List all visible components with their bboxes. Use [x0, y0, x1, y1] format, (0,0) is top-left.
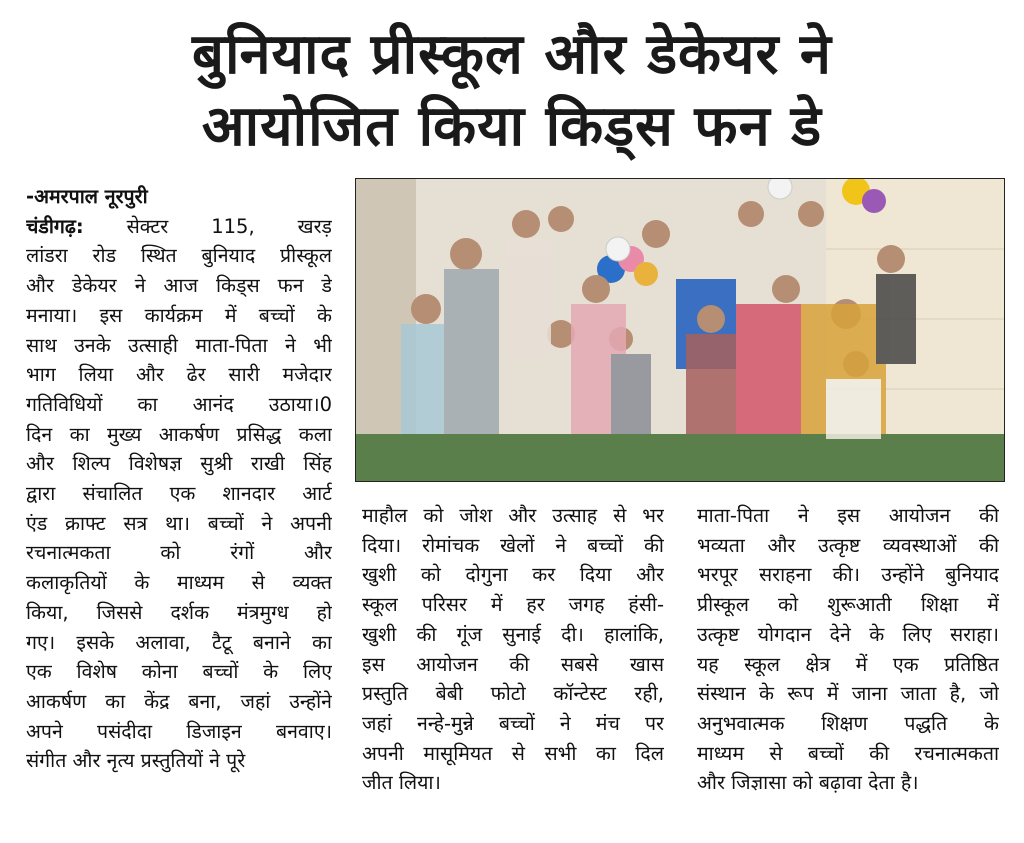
col3-line: भरपूर सराहना की। उन्होंने बुनियाद — [697, 563, 999, 587]
column-1-body — [26, 212, 332, 776]
photo-illustration — [356, 179, 1004, 481]
dateline: चंडीगढ़: — [26, 214, 84, 238]
col1-line: भाग लिया और ढेर सारी मजेदार — [26, 363, 332, 387]
col1-line: किया, जिससे दर्शक मंत्रमुग्ध हो — [26, 600, 332, 624]
col1-line: दिन का मुख्य आकर्षण प्रसिद्ध कला — [26, 422, 332, 446]
col1-line: एंड क्राफ्ट सत्र था। बच्चों ने अपनी — [26, 511, 332, 535]
col2-line: खुशी की गूंज सुनाई दी। हालांकि, — [362, 622, 664, 646]
article-column-1 — [26, 182, 332, 776]
col3-line: संस्थान के रूप में जाना जाता है, जो — [697, 682, 999, 706]
col3-line: प्रीस्कूल को शुरूआती शिक्षा में — [697, 593, 999, 617]
col3-line: और जिज्ञासा को बढ़ावा देता है। — [697, 771, 919, 795]
col1-line: गतिविधियों का आनंद उठाया।0 — [26, 392, 332, 416]
col2-line: माहौल को जोश और उत्साह से भर — [362, 504, 664, 527]
col1-line: और डेकेयर ने आज किड्स फन डे — [26, 274, 332, 298]
col1-line: कलाकृतियों के माध्यम से व्यक्त — [26, 571, 332, 595]
col1-line: अपने पसंदीदा डिजाइन बनवाए। — [26, 719, 332, 743]
event-photo — [355, 178, 1005, 482]
col2-line: दिया। रोमांचक खेलों ने बच्चों की — [362, 533, 664, 557]
col3-line: माता-पिता ने इस आयोजन की — [697, 504, 999, 527]
col3-line: माध्यम से बच्चों की रचनात्मकता — [697, 741, 999, 765]
col2-line: इस आयोजन की सबसे खास — [362, 652, 664, 676]
col1-line: संगीत और नृत्य प्रस्तुतियों ने पूरे — [26, 749, 246, 773]
col2-line: जीत लिया। — [362, 771, 441, 795]
col1-line: साथ उनके उत्साही माता-पिता ने भी — [26, 333, 332, 357]
col2-line: प्रस्तुति बेबी फोटो कॉन्टेस्ट रही, — [362, 682, 664, 706]
col1-line: मनाया। इस कार्यक्रम में बच्चों के — [26, 303, 332, 327]
col2-line: स्कूल परिसर में हर जगह हंसी- — [362, 593, 664, 617]
col1-line: आकर्षण का केंद्र बना, जहां उन्होंने — [26, 689, 332, 713]
col3-line: यह स्कूल क्षेत्र में एक प्रतिष्ठित — [697, 652, 999, 676]
headline-line-2: आयोजित किया किड्स फन डे — [201, 94, 823, 159]
col1-line: रचनात्मकता को रंगों और — [26, 541, 332, 565]
col3-line: अनुभवात्मक शिक्षण पद्धति के — [697, 711, 999, 735]
col1-line: लांडरा रोड स्थित बुनियाद प्रीस्कूल — [26, 244, 332, 268]
col1-line — [26, 212, 332, 242]
article-column-2 — [362, 501, 664, 798]
dateline-text: सेक्टर 115, खरड़ — [83, 214, 332, 238]
col1-line: और शिल्प विशेषज्ञ सुश्री राखी सिंह — [26, 452, 332, 476]
byline: -अमरपाल नूरपुरी — [26, 185, 148, 208]
col1-line: द्वारा संचालित एक शानदार आर्ट — [26, 482, 332, 506]
col2-line: खुशी को दोगुना कर दिया और — [362, 563, 664, 587]
col1-line: गए। इसके अलावा, टैटू बनाने का — [26, 630, 332, 654]
article-column-3 — [697, 501, 999, 798]
col3-line: भव्यता और उत्कृष्ट व्यवस्थाओं की — [697, 533, 999, 557]
col3-line: उत्कृष्ट योगदान देने के लिए सराहा। — [697, 622, 999, 646]
col2-line: अपनी मासूमियत से सभी का दिल — [362, 741, 664, 765]
headline-line-1: बुनियाद प्रीस्कूल और डेकेयर ने — [191, 22, 833, 87]
col1-line: एक विशेष कोना बच्चों के लिए — [26, 660, 332, 684]
col2-line: जहां नन्हे-मुन्ने बच्चों ने मंच पर — [362, 711, 664, 735]
